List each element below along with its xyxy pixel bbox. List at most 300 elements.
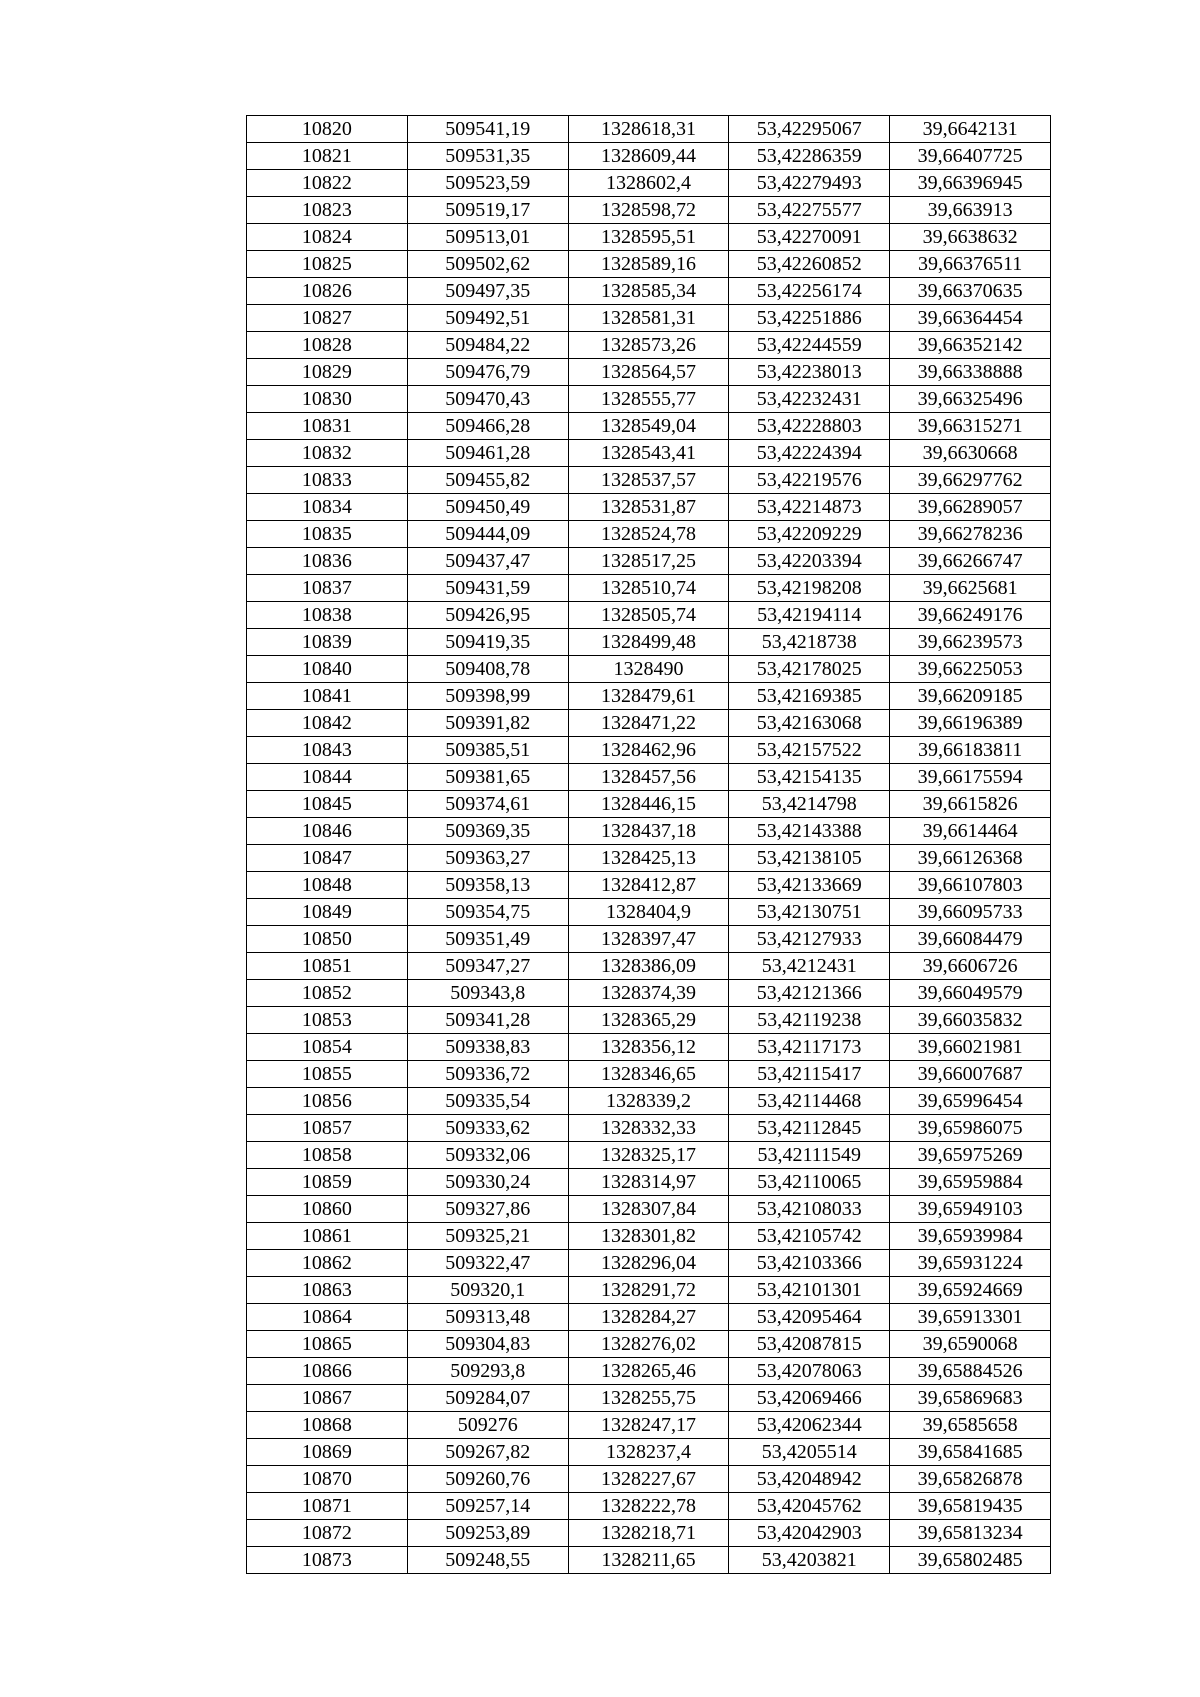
point-number-cell: 10827 [247, 305, 408, 332]
y-coordinate-cell: 1328490 [568, 656, 729, 683]
latitude-cell: 53,42143388 [729, 818, 890, 845]
point-number-cell: 10863 [247, 1277, 408, 1304]
y-coordinate-cell: 1328211,65 [568, 1547, 729, 1574]
x-coordinate-cell: 509470,43 [407, 386, 568, 413]
longitude-cell: 39,66084479 [890, 926, 1051, 953]
y-coordinate-cell: 1328397,47 [568, 926, 729, 953]
latitude-cell: 53,4218738 [729, 629, 890, 656]
point-number-cell: 10843 [247, 737, 408, 764]
point-number-cell: 10829 [247, 359, 408, 386]
latitude-cell: 53,4212431 [729, 953, 890, 980]
longitude-cell: 39,65975269 [890, 1142, 1051, 1169]
point-number-cell: 10838 [247, 602, 408, 629]
coordinates-table [246, 115, 1051, 1574]
point-number-cell: 10873 [247, 1547, 408, 1574]
latitude-cell: 53,42045762 [729, 1493, 890, 1520]
point-number-cell: 10837 [247, 575, 408, 602]
x-coordinate-cell: 509391,82 [407, 710, 568, 737]
latitude-cell: 53,42112845 [729, 1115, 890, 1142]
longitude-cell: 39,66183811 [890, 737, 1051, 764]
table-row [247, 710, 1051, 737]
longitude-cell: 39,65841685 [890, 1439, 1051, 1466]
x-coordinate-cell: 509374,61 [407, 791, 568, 818]
x-coordinate-cell: 509325,21 [407, 1223, 568, 1250]
point-number-cell: 10854 [247, 1034, 408, 1061]
y-coordinate-cell: 1328479,61 [568, 683, 729, 710]
y-coordinate-cell: 1328585,34 [568, 278, 729, 305]
longitude-cell: 39,66338888 [890, 359, 1051, 386]
table-row [247, 1304, 1051, 1331]
point-number-cell: 10860 [247, 1196, 408, 1223]
table-row [247, 602, 1051, 629]
y-coordinate-cell: 1328573,26 [568, 332, 729, 359]
y-coordinate-cell: 1328325,17 [568, 1142, 729, 1169]
table-row [247, 170, 1051, 197]
y-coordinate-cell: 1328307,84 [568, 1196, 729, 1223]
x-coordinate-cell: 509466,28 [407, 413, 568, 440]
point-number-cell: 10872 [247, 1520, 408, 1547]
table-row [247, 764, 1051, 791]
x-coordinate-cell: 509476,79 [407, 359, 568, 386]
longitude-cell: 39,6590068 [890, 1331, 1051, 1358]
y-coordinate-cell: 1328602,4 [568, 170, 729, 197]
x-coordinate-cell: 509381,65 [407, 764, 568, 791]
latitude-cell: 53,42087815 [729, 1331, 890, 1358]
point-number-cell: 10852 [247, 980, 408, 1007]
longitude-cell: 39,66352142 [890, 332, 1051, 359]
y-coordinate-cell: 1328457,56 [568, 764, 729, 791]
latitude-cell: 53,42078063 [729, 1358, 890, 1385]
longitude-cell: 39,66407725 [890, 143, 1051, 170]
table-row [247, 1439, 1051, 1466]
table-row [247, 440, 1051, 467]
longitude-cell: 39,66297762 [890, 467, 1051, 494]
latitude-cell: 53,42121366 [729, 980, 890, 1007]
longitude-cell: 39,66209185 [890, 683, 1051, 710]
latitude-cell: 53,42295067 [729, 116, 890, 143]
y-coordinate-cell: 1328346,65 [568, 1061, 729, 1088]
x-coordinate-cell: 509363,27 [407, 845, 568, 872]
latitude-cell: 53,42251886 [729, 305, 890, 332]
y-coordinate-cell: 1328301,82 [568, 1223, 729, 1250]
x-coordinate-cell: 509351,49 [407, 926, 568, 953]
x-coordinate-cell: 509276 [407, 1412, 568, 1439]
latitude-cell: 53,42133669 [729, 872, 890, 899]
table-row [247, 1493, 1051, 1520]
longitude-cell: 39,6642131 [890, 116, 1051, 143]
latitude-cell: 53,4205514 [729, 1439, 890, 1466]
table-row [247, 575, 1051, 602]
table-row [247, 656, 1051, 683]
latitude-cell: 53,42238013 [729, 359, 890, 386]
y-coordinate-cell: 1328386,09 [568, 953, 729, 980]
x-coordinate-cell: 509419,35 [407, 629, 568, 656]
y-coordinate-cell: 1328581,31 [568, 305, 729, 332]
latitude-cell: 53,42048942 [729, 1466, 890, 1493]
latitude-cell: 53,42154135 [729, 764, 890, 791]
longitude-cell: 39,66325496 [890, 386, 1051, 413]
point-number-cell: 10864 [247, 1304, 408, 1331]
point-number-cell: 10820 [247, 116, 408, 143]
longitude-cell: 39,66021981 [890, 1034, 1051, 1061]
longitude-cell: 39,65913301 [890, 1304, 1051, 1331]
y-coordinate-cell: 1328365,29 [568, 1007, 729, 1034]
x-coordinate-cell: 509343,8 [407, 980, 568, 1007]
latitude-cell: 53,42224394 [729, 440, 890, 467]
table-row [247, 1196, 1051, 1223]
longitude-cell: 39,66095733 [890, 899, 1051, 926]
y-coordinate-cell: 1328531,87 [568, 494, 729, 521]
longitude-cell: 39,65813234 [890, 1520, 1051, 1547]
table-row [247, 1547, 1051, 1574]
longitude-cell: 39,6638632 [890, 224, 1051, 251]
y-coordinate-cell: 1328218,71 [568, 1520, 729, 1547]
longitude-cell: 39,66175594 [890, 764, 1051, 791]
point-number-cell: 10824 [247, 224, 408, 251]
table-row [247, 791, 1051, 818]
point-number-cell: 10866 [247, 1358, 408, 1385]
x-coordinate-cell: 509341,28 [407, 1007, 568, 1034]
x-coordinate-cell: 509253,89 [407, 1520, 568, 1547]
y-coordinate-cell: 1328247,17 [568, 1412, 729, 1439]
y-coordinate-cell: 1328564,57 [568, 359, 729, 386]
x-coordinate-cell: 509484,22 [407, 332, 568, 359]
table-row [247, 197, 1051, 224]
longitude-cell: 39,66126368 [890, 845, 1051, 872]
x-coordinate-cell: 509492,51 [407, 305, 568, 332]
point-number-cell: 10851 [247, 953, 408, 980]
latitude-cell: 53,42110065 [729, 1169, 890, 1196]
latitude-cell: 53,42178025 [729, 656, 890, 683]
longitude-cell: 39,65959884 [890, 1169, 1051, 1196]
x-coordinate-cell: 509267,82 [407, 1439, 568, 1466]
x-coordinate-cell: 509541,19 [407, 116, 568, 143]
y-coordinate-cell: 1328425,13 [568, 845, 729, 872]
longitude-cell: 39,66376511 [890, 251, 1051, 278]
y-coordinate-cell: 1328332,33 [568, 1115, 729, 1142]
latitude-cell: 53,42115417 [729, 1061, 890, 1088]
longitude-cell: 39,65884526 [890, 1358, 1051, 1385]
latitude-cell: 53,42214873 [729, 494, 890, 521]
y-coordinate-cell: 1328471,22 [568, 710, 729, 737]
longitude-cell: 39,66249176 [890, 602, 1051, 629]
y-coordinate-cell: 1328291,72 [568, 1277, 729, 1304]
table-row [247, 737, 1051, 764]
table-row [247, 521, 1051, 548]
y-coordinate-cell: 1328609,44 [568, 143, 729, 170]
coordinates-table-body [247, 116, 1051, 1574]
y-coordinate-cell: 1328314,97 [568, 1169, 729, 1196]
longitude-cell: 39,66370635 [890, 278, 1051, 305]
point-number-cell: 10822 [247, 170, 408, 197]
x-coordinate-cell: 509531,35 [407, 143, 568, 170]
longitude-cell: 39,65819435 [890, 1493, 1051, 1520]
table-row [247, 413, 1051, 440]
point-number-cell: 10859 [247, 1169, 408, 1196]
latitude-cell: 53,42163068 [729, 710, 890, 737]
latitude-cell: 53,42127933 [729, 926, 890, 953]
x-coordinate-cell: 509260,76 [407, 1466, 568, 1493]
y-coordinate-cell: 1328499,48 [568, 629, 729, 656]
x-coordinate-cell: 509461,28 [407, 440, 568, 467]
y-coordinate-cell: 1328296,04 [568, 1250, 729, 1277]
y-coordinate-cell: 1328595,51 [568, 224, 729, 251]
table-row [247, 332, 1051, 359]
x-coordinate-cell: 509336,72 [407, 1061, 568, 1088]
point-number-cell: 10832 [247, 440, 408, 467]
x-coordinate-cell: 509385,51 [407, 737, 568, 764]
longitude-cell: 39,65802485 [890, 1547, 1051, 1574]
longitude-cell: 39,65949103 [890, 1196, 1051, 1223]
point-number-cell: 10871 [247, 1493, 408, 1520]
latitude-cell: 53,42244559 [729, 332, 890, 359]
point-number-cell: 10825 [247, 251, 408, 278]
point-number-cell: 10861 [247, 1223, 408, 1250]
table-row [247, 278, 1051, 305]
table-row [247, 494, 1051, 521]
longitude-cell: 39,66007687 [890, 1061, 1051, 1088]
point-number-cell: 10869 [247, 1439, 408, 1466]
table-row [247, 953, 1051, 980]
y-coordinate-cell: 1328618,31 [568, 116, 729, 143]
table-row [247, 872, 1051, 899]
y-coordinate-cell: 1328517,25 [568, 548, 729, 575]
x-coordinate-cell: 509398,99 [407, 683, 568, 710]
y-coordinate-cell: 1328543,41 [568, 440, 729, 467]
y-coordinate-cell: 1328446,15 [568, 791, 729, 818]
longitude-cell: 39,65826878 [890, 1466, 1051, 1493]
table-row [247, 1169, 1051, 1196]
table-row [247, 683, 1051, 710]
longitude-cell: 39,66049579 [890, 980, 1051, 1007]
table-row [247, 1385, 1051, 1412]
latitude-cell: 53,42103366 [729, 1250, 890, 1277]
point-number-cell: 10850 [247, 926, 408, 953]
latitude-cell: 53,42157522 [729, 737, 890, 764]
x-coordinate-cell: 509347,27 [407, 953, 568, 980]
latitude-cell: 53,42279493 [729, 170, 890, 197]
point-number-cell: 10836 [247, 548, 408, 575]
point-number-cell: 10862 [247, 1250, 408, 1277]
point-number-cell: 10842 [247, 710, 408, 737]
table-row [247, 143, 1051, 170]
table-row [247, 818, 1051, 845]
point-number-cell: 10830 [247, 386, 408, 413]
y-coordinate-cell: 1328284,27 [568, 1304, 729, 1331]
latitude-cell: 53,42194114 [729, 602, 890, 629]
point-number-cell: 10826 [247, 278, 408, 305]
y-coordinate-cell: 1328222,78 [568, 1493, 729, 1520]
x-coordinate-cell: 509332,06 [407, 1142, 568, 1169]
longitude-cell: 39,65986075 [890, 1115, 1051, 1142]
longitude-cell: 39,66289057 [890, 494, 1051, 521]
longitude-cell: 39,6625681 [890, 575, 1051, 602]
point-number-cell: 10847 [247, 845, 408, 872]
latitude-cell: 53,42062344 [729, 1412, 890, 1439]
y-coordinate-cell: 1328462,96 [568, 737, 729, 764]
table-row [247, 1061, 1051, 1088]
y-coordinate-cell: 1328265,46 [568, 1358, 729, 1385]
latitude-cell: 53,42198208 [729, 575, 890, 602]
x-coordinate-cell: 509335,54 [407, 1088, 568, 1115]
point-number-cell: 10828 [247, 332, 408, 359]
y-coordinate-cell: 1328505,74 [568, 602, 729, 629]
x-coordinate-cell: 509519,17 [407, 197, 568, 224]
latitude-cell: 53,42209229 [729, 521, 890, 548]
latitude-cell: 53,42111549 [729, 1142, 890, 1169]
x-coordinate-cell: 509450,49 [407, 494, 568, 521]
point-number-cell: 10834 [247, 494, 408, 521]
latitude-cell: 53,42219576 [729, 467, 890, 494]
longitude-cell: 39,6615826 [890, 791, 1051, 818]
x-coordinate-cell: 509437,47 [407, 548, 568, 575]
x-coordinate-cell: 509408,78 [407, 656, 568, 683]
latitude-cell: 53,42119238 [729, 1007, 890, 1034]
table-row [247, 467, 1051, 494]
table-row [247, 629, 1051, 656]
point-number-cell: 10849 [247, 899, 408, 926]
y-coordinate-cell: 1328537,57 [568, 467, 729, 494]
latitude-cell: 53,42069466 [729, 1385, 890, 1412]
longitude-cell: 39,65869683 [890, 1385, 1051, 1412]
longitude-cell: 39,6585658 [890, 1412, 1051, 1439]
point-number-cell: 10833 [247, 467, 408, 494]
x-coordinate-cell: 509523,59 [407, 170, 568, 197]
table-row [247, 1007, 1051, 1034]
longitude-cell: 39,65924669 [890, 1277, 1051, 1304]
x-coordinate-cell: 509333,62 [407, 1115, 568, 1142]
point-number-cell: 10839 [247, 629, 408, 656]
latitude-cell: 53,42256174 [729, 278, 890, 305]
latitude-cell: 53,42042903 [729, 1520, 890, 1547]
point-number-cell: 10845 [247, 791, 408, 818]
table-row [247, 548, 1051, 575]
x-coordinate-cell: 509284,07 [407, 1385, 568, 1412]
table-row [247, 1034, 1051, 1061]
latitude-cell: 53,42114468 [729, 1088, 890, 1115]
table-row [247, 1088, 1051, 1115]
x-coordinate-cell: 509369,35 [407, 818, 568, 845]
table-row [247, 1520, 1051, 1547]
x-coordinate-cell: 509304,83 [407, 1331, 568, 1358]
longitude-cell: 39,65939984 [890, 1223, 1051, 1250]
y-coordinate-cell: 1328356,12 [568, 1034, 729, 1061]
x-coordinate-cell: 509358,13 [407, 872, 568, 899]
latitude-cell: 53,42117173 [729, 1034, 890, 1061]
latitude-cell: 53,42275577 [729, 197, 890, 224]
latitude-cell: 53,42108033 [729, 1196, 890, 1223]
table-row [247, 116, 1051, 143]
table-row [247, 926, 1051, 953]
table-row [247, 980, 1051, 1007]
table-row [247, 1412, 1051, 1439]
latitude-cell: 53,42228803 [729, 413, 890, 440]
y-coordinate-cell: 1328437,18 [568, 818, 729, 845]
point-number-cell: 10844 [247, 764, 408, 791]
longitude-cell: 39,66107803 [890, 872, 1051, 899]
x-coordinate-cell: 509330,24 [407, 1169, 568, 1196]
latitude-cell: 53,4203821 [729, 1547, 890, 1574]
point-number-cell: 10858 [247, 1142, 408, 1169]
latitude-cell: 53,42232431 [729, 386, 890, 413]
point-number-cell: 10846 [247, 818, 408, 845]
y-coordinate-cell: 1328555,77 [568, 386, 729, 413]
latitude-cell: 53,42130751 [729, 899, 890, 926]
x-coordinate-cell: 509257,14 [407, 1493, 568, 1520]
x-coordinate-cell: 509444,09 [407, 521, 568, 548]
point-number-cell: 10867 [247, 1385, 408, 1412]
table-row [247, 359, 1051, 386]
latitude-cell: 53,42203394 [729, 548, 890, 575]
longitude-cell: 39,65996454 [890, 1088, 1051, 1115]
point-number-cell: 10848 [247, 872, 408, 899]
x-coordinate-cell: 509431,59 [407, 575, 568, 602]
point-number-cell: 10831 [247, 413, 408, 440]
table-row [247, 845, 1051, 872]
y-coordinate-cell: 1328404,9 [568, 899, 729, 926]
latitude-cell: 53,42105742 [729, 1223, 890, 1250]
x-coordinate-cell: 509313,48 [407, 1304, 568, 1331]
point-number-cell: 10868 [247, 1412, 408, 1439]
x-coordinate-cell: 509513,01 [407, 224, 568, 251]
longitude-cell: 39,66225053 [890, 656, 1051, 683]
x-coordinate-cell: 509497,35 [407, 278, 568, 305]
x-coordinate-cell: 509338,83 [407, 1034, 568, 1061]
latitude-cell: 53,42095464 [729, 1304, 890, 1331]
table-row [247, 251, 1051, 278]
longitude-cell: 39,66364454 [890, 305, 1051, 332]
y-coordinate-cell: 1328237,4 [568, 1439, 729, 1466]
longitude-cell: 39,66396945 [890, 170, 1051, 197]
y-coordinate-cell: 1328510,74 [568, 575, 729, 602]
latitude-cell: 53,42270091 [729, 224, 890, 251]
point-number-cell: 10865 [247, 1331, 408, 1358]
table-row [247, 1277, 1051, 1304]
table-row [247, 1115, 1051, 1142]
latitude-cell: 53,42169385 [729, 683, 890, 710]
table-row [247, 1358, 1051, 1385]
longitude-cell: 39,66278236 [890, 521, 1051, 548]
point-number-cell: 10870 [247, 1466, 408, 1493]
y-coordinate-cell: 1328227,67 [568, 1466, 729, 1493]
y-coordinate-cell: 1328412,87 [568, 872, 729, 899]
y-coordinate-cell: 1328589,16 [568, 251, 729, 278]
x-coordinate-cell: 509320,1 [407, 1277, 568, 1304]
longitude-cell: 39,6630668 [890, 440, 1051, 467]
longitude-cell: 39,66035832 [890, 1007, 1051, 1034]
x-coordinate-cell: 509354,75 [407, 899, 568, 926]
y-coordinate-cell: 1328276,02 [568, 1331, 729, 1358]
latitude-cell: 53,42138105 [729, 845, 890, 872]
longitude-cell: 39,66239573 [890, 629, 1051, 656]
table-row [247, 1223, 1051, 1250]
longitude-cell: 39,65931224 [890, 1250, 1051, 1277]
point-number-cell: 10853 [247, 1007, 408, 1034]
latitude-cell: 53,42286359 [729, 143, 890, 170]
x-coordinate-cell: 509502,62 [407, 251, 568, 278]
point-number-cell: 10841 [247, 683, 408, 710]
table-row [247, 1466, 1051, 1493]
x-coordinate-cell: 509426,95 [407, 602, 568, 629]
table-row [247, 386, 1051, 413]
point-number-cell: 10823 [247, 197, 408, 224]
longitude-cell: 39,66266747 [890, 548, 1051, 575]
x-coordinate-cell: 509293,8 [407, 1358, 568, 1385]
longitude-cell: 39,66196389 [890, 710, 1051, 737]
table-row [247, 1142, 1051, 1169]
latitude-cell: 53,42260852 [729, 251, 890, 278]
longitude-cell: 39,6606726 [890, 953, 1051, 980]
